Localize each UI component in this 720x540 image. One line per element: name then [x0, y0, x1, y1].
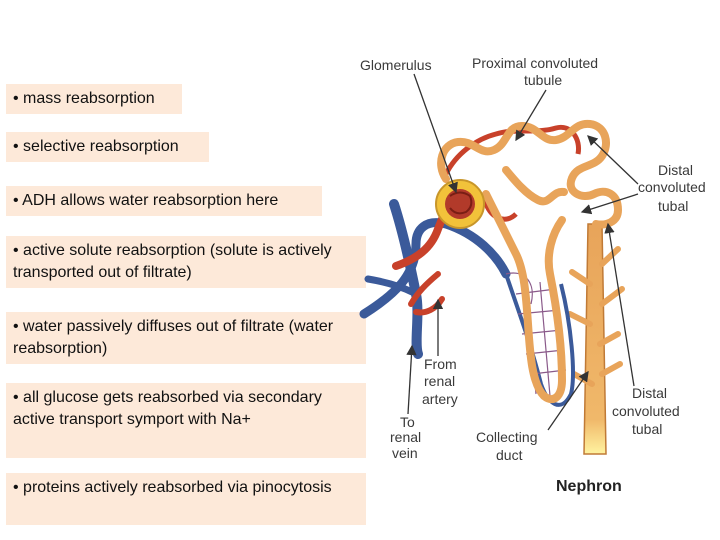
arrow-glomerulus — [414, 74, 456, 192]
label-distal-bot-1: Distal — [632, 385, 668, 401]
label-collecting-2: duct — [496, 447, 523, 463]
collecting-duct-shape — [570, 224, 622, 454]
note-water-passive-diffusion: • water passively diffuses out of filtrate (water reabsorption) — [6, 312, 366, 364]
label-from-1: From — [424, 356, 457, 372]
note-active-solute-reabsorption: • active solute reabsorption (solute is actively transported out of filtrate) — [6, 236, 366, 288]
note-adh-water-reabsorption: • ADH allows water reabsorption here — [6, 186, 322, 216]
label-to-3: vein — [392, 445, 418, 461]
caption-nephron: Nephron — [556, 478, 622, 495]
label-to-1: To — [400, 414, 415, 430]
label-collecting-1: Collecting — [476, 429, 538, 445]
label-from-2: renal — [424, 373, 456, 389]
note-protein-pinocytosis: • proteins actively reabsorbed via pinocytosis — [6, 473, 366, 525]
label-distal-top-1: Distal — [658, 162, 694, 178]
label-to-2: renal — [390, 429, 422, 445]
note-glucose-reabsorption: • all glucose gets reabsorbed via secondary active transport symport with Na+ — [6, 383, 366, 458]
label-distal-top-3: tubal — [658, 198, 689, 214]
label-proximal-2: tubule — [524, 72, 563, 88]
label-glomerulus: Glomerulus — [360, 57, 432, 73]
label-proximal-1: Proximal convoluted — [472, 55, 599, 71]
note-mass-reabsorption: • mass reabsorption — [6, 84, 182, 114]
label-from-3: artery — [422, 391, 458, 407]
label-distal-top-2: convoluted — [638, 179, 706, 195]
glomerulus-shape — [436, 180, 484, 228]
nephron-diagram — [356, 44, 720, 514]
label-distal-bot-2: convoluted — [612, 403, 680, 419]
label-distal-bot-3: tubal — [632, 421, 663, 437]
note-selective-reabsorption: • selective reabsorption — [6, 132, 209, 162]
arrow-to-vein — [408, 346, 412, 414]
